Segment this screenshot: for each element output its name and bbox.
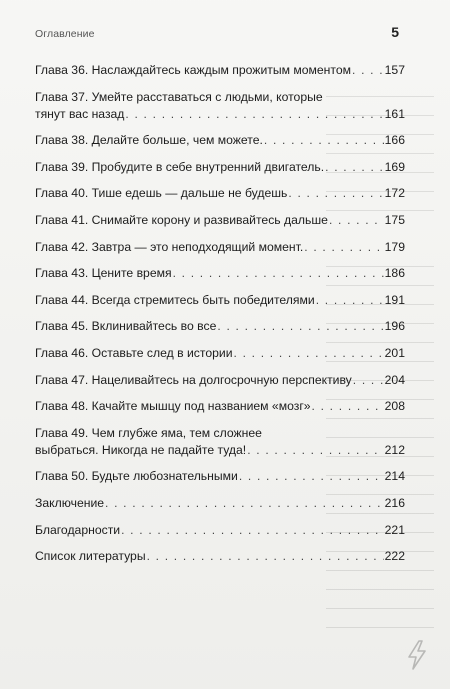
toc-entry-page: 214 <box>384 469 405 484</box>
toc-entry[interactable] <box>35 212 405 229</box>
toc-entry-page: 204 <box>384 372 405 387</box>
toc-entry-page: 157 <box>384 63 405 77</box>
toc-entry-title-line1: Глава 37. Умейте расставаться с людьми, которые <box>35 89 323 104</box>
toc-entry-title: Глава 48. Качайте мышцу под названием «мозг» <box>35 399 311 414</box>
dot-leader <box>247 442 383 459</box>
dot-leader <box>105 495 384 512</box>
toc-entry-page: 212 <box>384 442 405 457</box>
toc-entry[interactable] <box>35 89 405 123</box>
toc-entry-page: 208 <box>384 399 405 414</box>
toc-entry-page: 169 <box>384 159 405 174</box>
toc-entry[interactable] <box>35 425 405 459</box>
dot-leader <box>304 239 383 256</box>
toc-entry-title: Глава 36. Наслаждайтесь каждым прожитым моментом <box>35 63 351 77</box>
dot-leader <box>352 62 384 79</box>
toc-entry-page: 166 <box>384 133 405 148</box>
toc-entry-page: 186 <box>384 266 405 281</box>
toc-entry-page: 222 <box>384 549 405 564</box>
toc-entry[interactable] <box>35 239 405 256</box>
toc-entry-page: 191 <box>384 292 405 307</box>
dot-leader <box>312 398 384 415</box>
dot-leader <box>121 522 384 539</box>
toc-entry[interactable] <box>35 345 405 362</box>
dot-leader <box>264 132 384 149</box>
lightning-bolt-icon <box>405 640 429 670</box>
toc-entry[interactable] <box>35 159 405 176</box>
toc-entry-title: Глава 50. Будьте любознательными <box>35 469 238 484</box>
dot-leader <box>316 292 384 309</box>
toc-entry[interactable] <box>35 398 405 415</box>
toc-entry[interactable] <box>35 62 405 79</box>
toc-entry-title: Глава 46. Оставьте след в истории <box>35 345 233 360</box>
dot-leader <box>288 185 383 202</box>
dot-leader <box>353 372 384 389</box>
toc-entry-title: Список литературы <box>35 549 146 564</box>
toc-entry-page: 216 <box>384 495 405 510</box>
toc-entry-page: 175 <box>384 212 405 227</box>
dot-leader <box>234 345 384 362</box>
toc-entry-title: Глава 39. Пробудите в себе внутренний двигатель. <box>35 159 325 174</box>
toc-entry[interactable] <box>35 372 405 389</box>
toc-entry[interactable] <box>35 292 405 309</box>
dot-leader <box>125 106 383 123</box>
toc-entry-title: Глава 38. Делайте больше, чем можете. <box>35 133 263 148</box>
page-header <box>35 26 399 44</box>
toc-entry-title: Глава 41. Снимайте корону и развивайтесь дальше <box>35 212 328 227</box>
section-title: Оглавление <box>35 28 95 40</box>
toc-entry-title: Благодарности <box>35 522 121 537</box>
toc-entry-page: 172 <box>384 186 405 201</box>
toc-entry-page: 161 <box>384 106 405 121</box>
toc-entry-title: Глава 45. Вклинивайтесь во все <box>35 319 217 334</box>
dot-leader <box>239 468 384 485</box>
toc-entry[interactable] <box>35 522 405 539</box>
dot-leader <box>325 159 384 176</box>
toc-entry-page: 196 <box>384 319 405 334</box>
toc-entry-page: 221 <box>384 522 405 537</box>
toc-entry-title: Глава 44. Всегда стремитесь быть победителями <box>35 292 315 307</box>
dot-leader <box>217 318 383 335</box>
toc-entry-title-line1: Глава 49. Чем глубже яма, тем сложнее <box>35 425 262 440</box>
table-of-contents <box>35 62 405 575</box>
page-number: 5 <box>391 24 399 40</box>
toc-entry-title: выбраться. Никогда не падайте туда! <box>35 442 247 457</box>
toc-entry-title: Глава 43. Цените время <box>35 266 172 281</box>
toc-entry[interactable] <box>35 468 405 485</box>
toc-entry-title: Глава 42. Завтра — это неподходящий момент. <box>35 239 304 254</box>
toc-entry-page: 201 <box>384 345 405 360</box>
toc-entry[interactable] <box>35 495 405 512</box>
toc-entry[interactable] <box>35 132 405 149</box>
toc-entry[interactable] <box>35 548 405 565</box>
dot-leader <box>147 548 384 565</box>
toc-entry-title: Глава 47. Нацеливайтесь на долгосрочную перспективу <box>35 372 352 387</box>
dot-leader <box>329 212 384 229</box>
toc-entry-page: 179 <box>384 239 405 254</box>
toc-entry-title: тянут вас назад <box>35 106 125 121</box>
toc-entry[interactable] <box>35 318 405 335</box>
toc-entry[interactable] <box>35 265 405 282</box>
toc-entry-title: Глава 40. Тише едешь — дальше не будешь <box>35 186 288 201</box>
dot-leader <box>173 265 384 282</box>
toc-entry[interactable] <box>35 185 405 202</box>
toc-entry-title: Заключение <box>35 495 105 510</box>
